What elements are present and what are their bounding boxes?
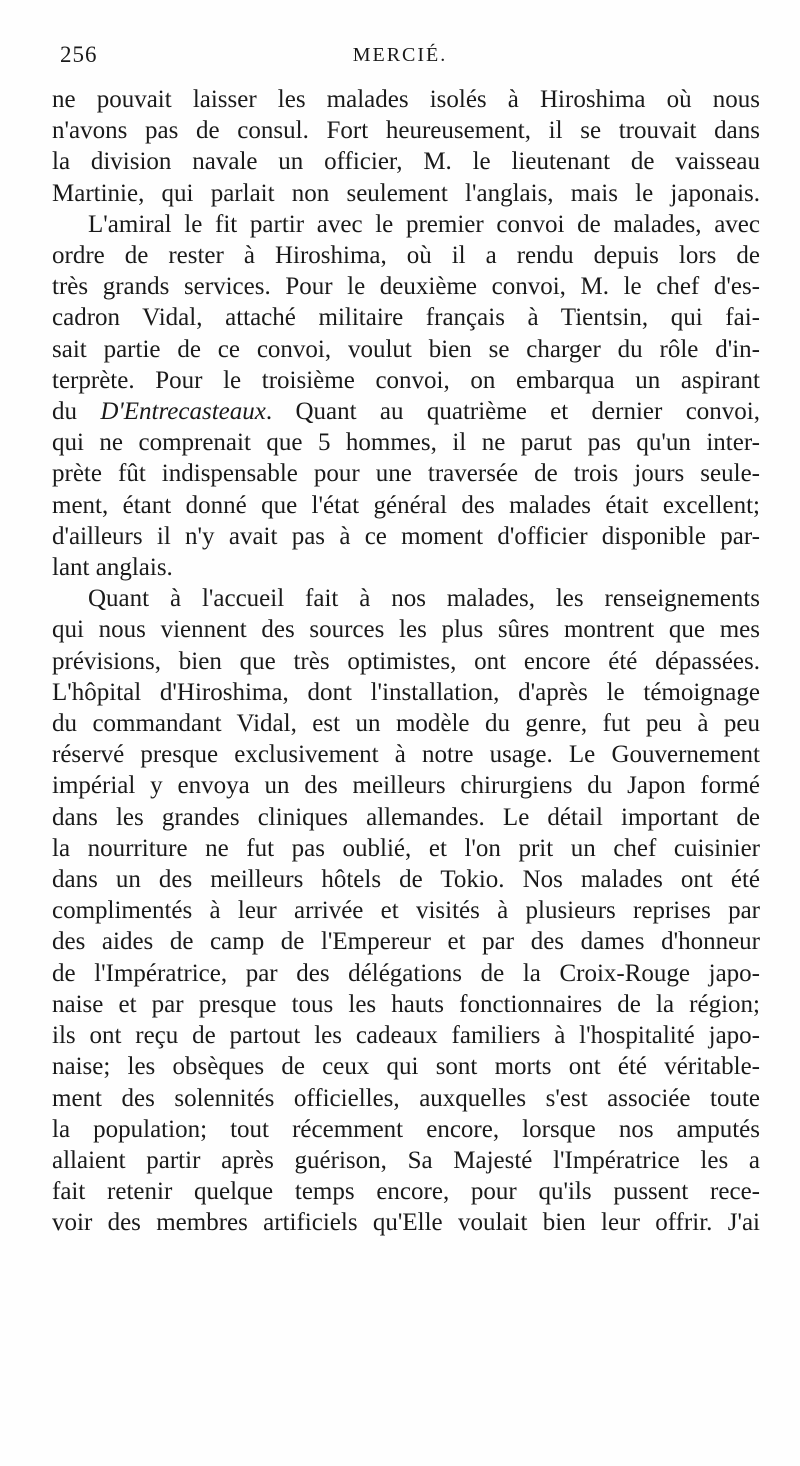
text-line: naise; les obsèques de ceux qui sont morts ont été véritable- — [52, 1053, 760, 1081]
text-line: sait partie de ce convoi, voulut bien se charger du rôle d'in- — [52, 335, 760, 363]
text-line: L'hôpital d'Hiroshima, dont l'installation, d'après le témoignage — [52, 678, 760, 706]
running-title: MERCIÉ. — [352, 44, 448, 66]
text-line: la nourriture ne fut pas oublié, et l'on prit un chef cuisinier — [52, 834, 760, 862]
text-line: ne pouvait laisser les malades isolés à Hiroshima où nous — [52, 86, 760, 113]
text-line: Martinie, qui parlait non seulement l'anglais, mais le japonais. — [52, 179, 760, 207]
text-line: ils ont reçu de partout les cadeaux familiers à l'hospitalité japo- — [52, 1022, 760, 1050]
body-text — [52, 84, 760, 1239]
text-line: la population; tout récemment encore, lorsque nos amputés — [52, 1115, 760, 1143]
text-line: impérial y envoya un des meilleurs chirurgiens du Japon formé — [52, 772, 760, 800]
text-line: terprète. Pour le troisième convoi, on embarqua un aspirant — [52, 366, 760, 394]
ship-name: D'Entrecasteaux — [100, 398, 266, 426]
text-line: complimentés à leur arrivée et visités à plusieurs reprises par — [52, 897, 760, 925]
text-line: réservé presque exclusivement à notre usage. Le Gouvernement — [52, 741, 760, 769]
text-line: voir des membres artificiels qu'Elle voulait bien leur offrir. J'ai — [52, 1209, 760, 1237]
text-line: ment, étant donné que l'état général des malades était excellent; — [52, 491, 760, 519]
text-line: fait retenir quelque temps encore, pour qu'ils pussent rece- — [52, 1178, 760, 1206]
page-number: 256 — [60, 42, 98, 67]
text-fragment: . Quant au quatrième et dernier convoi, — [265, 398, 760, 426]
text-line: ment des solennités officielles, auxquelles s'est associée toute — [52, 1084, 760, 1112]
text-line: lant anglais. — [52, 554, 173, 582]
text-line — [52, 396, 760, 427]
text-line: du commandant Vidal, est un modèle du genre, fut peu à peu — [52, 710, 760, 738]
text-line: la division navale un officier, M. le lieutenant de vaisseau — [52, 148, 760, 176]
text-line: n'avons pas de consul. Fort heureusement, il se trouvait dans — [52, 117, 760, 145]
text-line: prévisions, bien que très optimistes, ont encore été dépassées. — [52, 647, 760, 675]
text-fragment: du — [52, 398, 101, 426]
text-line: naise et par presque tous les hauts fonctionnaires de la région; — [52, 990, 760, 1018]
text-line: ordre de rester à Hiroshima, où il a rendu depuis lors de — [52, 242, 760, 270]
text-line: très grands services. Pour le deuxième convoi, M. le chef d'es- — [52, 273, 760, 301]
text-line: dans les grandes cliniques allemandes. Le détail important de — [52, 803, 760, 831]
text-line: cadron Vidal, attaché militaire français à Tientsin, qui fai- — [52, 304, 760, 332]
text-line: de l'Impératrice, par des délégations de la Croix-Rouge japo- — [52, 959, 760, 987]
text-line: L'amiral le fit partir avec le premier convoi de malades, avec — [88, 210, 760, 238]
text-line: des aides de camp de l'Empereur et par des dames d'honneur — [52, 928, 760, 956]
text-line: Quant à l'accueil fait à nos malades, les renseignements — [88, 585, 760, 613]
text-line: qui ne comprenait que 5 hommes, il ne parut pas qu'un inter- — [52, 429, 760, 457]
text-line: qui nous viennent des sources les plus sûres montrent que mes — [52, 616, 760, 644]
text-line: prète fût indispensable pour une traversée de trois jours seule- — [52, 460, 760, 488]
text-line: d'ailleurs il n'y avait pas à ce moment d'officier disponible par- — [52, 522, 760, 550]
text-line: allaient partir après guérison, Sa Majesté l'Impératrice les a — [52, 1146, 760, 1174]
text-line: dans un des meilleurs hôtels de Tokio. Nos malades ont été — [52, 866, 760, 894]
